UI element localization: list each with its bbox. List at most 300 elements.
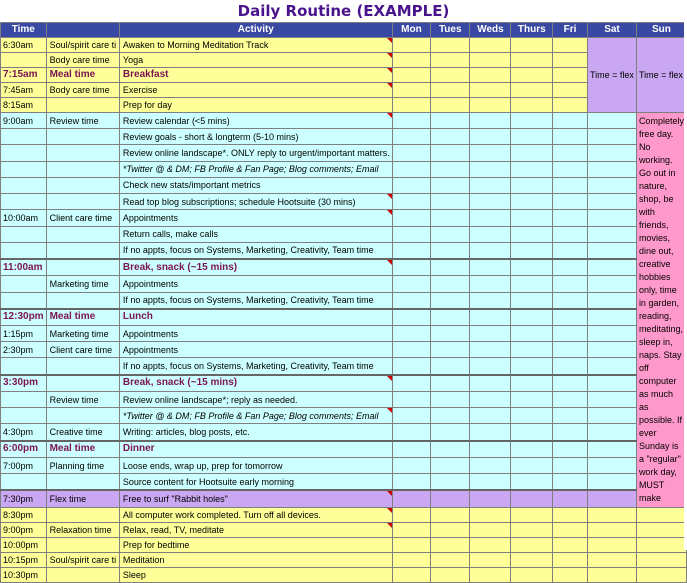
day-cell-sat[interactable] [588,538,637,553]
day-cell-sat[interactable] [588,309,637,326]
time-cell[interactable]: 10:15pm [1,553,47,568]
day-cell-tues[interactable] [431,113,470,129]
time-cell[interactable]: 4:30pm [1,424,47,441]
day-cell-thurs[interactable] [511,424,553,441]
day-cell-thurs[interactable] [511,457,553,473]
category-cell[interactable] [46,98,119,113]
category-cell[interactable]: Marketing time [46,276,119,292]
day-cell-thurs[interactable] [511,210,553,226]
time-cell[interactable] [1,194,47,210]
day-cell-mon[interactable] [392,129,430,145]
day-cell-sat[interactable] [588,441,637,458]
category-cell[interactable]: Marketing time [46,326,119,342]
day-cell-tues[interactable] [431,490,470,507]
category-cell[interactable] [46,292,119,309]
category-cell[interactable] [46,161,119,177]
day-cell-weds[interactable] [470,161,511,177]
day-cell-mon[interactable] [392,113,430,129]
day-cell-tues[interactable] [431,474,470,491]
day-cell-thurs[interactable] [511,68,553,83]
day-cell-thurs[interactable] [511,113,553,129]
day-cell-thurs[interactable] [511,474,553,491]
day-cell-mon[interactable] [392,242,430,259]
category-cell[interactable] [46,129,119,145]
day-cell-weds[interactable] [470,292,511,309]
day-cell-mon[interactable] [392,342,430,358]
day-cell-mon[interactable] [392,553,430,568]
sat-flex-cell[interactable]: Time = flex [588,38,637,113]
day-cell-weds[interactable] [470,326,511,342]
category-cell[interactable]: Meal time [46,441,119,458]
time-cell[interactable]: 3:30pm [1,375,47,392]
day-cell-mon[interactable] [392,210,430,226]
day-cell-fri[interactable] [553,375,588,392]
day-cell-sat[interactable] [588,358,637,375]
day-cell-sat[interactable] [588,276,637,292]
day-cell-tues[interactable] [431,194,470,210]
day-cell-mon[interactable] [392,457,430,473]
day-cell-sat[interactable] [588,508,637,523]
category-cell[interactable] [46,194,119,210]
time-cell[interactable] [1,392,47,408]
day-cell-sun[interactable] [636,538,686,553]
time-cell[interactable] [1,161,47,177]
day-cell-tues[interactable] [431,276,470,292]
category-cell[interactable] [46,242,119,259]
day-cell-weds[interactable] [470,113,511,129]
day-cell-mon[interactable] [392,408,430,424]
day-cell-tues[interactable] [431,508,470,523]
day-cell-tues[interactable] [431,129,470,145]
day-cell-mon[interactable] [392,276,430,292]
header-thurs[interactable]: Thurs [511,23,553,38]
day-cell-tues[interactable] [431,292,470,309]
activity-cell[interactable]: Appointments [119,342,392,358]
day-cell-sat[interactable] [588,292,637,309]
day-cell-weds[interactable] [470,98,511,113]
day-cell-weds[interactable] [470,145,511,161]
category-cell[interactable]: Relaxation time [46,523,119,538]
day-cell-tues[interactable] [431,523,470,538]
header-time[interactable]: Time [1,23,47,38]
day-cell-mon[interactable] [392,177,430,193]
day-cell-mon[interactable] [392,568,430,583]
day-cell-fri[interactable] [553,259,588,276]
time-cell[interactable]: 8:30pm [1,508,47,523]
day-cell-fri[interactable] [553,145,588,161]
activity-cell[interactable]: Return calls, make calls [119,226,392,242]
time-cell[interactable] [1,177,47,193]
day-cell-weds[interactable] [470,441,511,458]
category-cell[interactable] [46,538,119,553]
day-cell-mon[interactable] [392,326,430,342]
day-cell-mon[interactable] [392,38,430,53]
day-cell-sat[interactable] [588,242,637,259]
day-cell-thurs[interactable] [511,358,553,375]
day-cell-fri[interactable] [553,392,588,408]
time-cell[interactable]: 9:00pm [1,523,47,538]
day-cell-mon[interactable] [392,98,430,113]
header-tues[interactable]: Tues [431,23,470,38]
activity-cell[interactable]: Break, snack (~15 mins) [119,375,392,392]
day-cell-thurs[interactable] [511,194,553,210]
day-cell-fri[interactable] [553,276,588,292]
day-cell-tues[interactable] [431,342,470,358]
category-cell[interactable]: Review time [46,113,119,129]
day-cell-fri[interactable] [553,523,588,538]
day-cell-tues[interactable] [431,408,470,424]
day-cell-weds[interactable] [470,177,511,193]
category-cell[interactable]: Body care time [46,83,119,98]
category-cell[interactable]: Client care time [46,342,119,358]
category-cell[interactable] [46,568,119,583]
day-cell-fri[interactable] [553,161,588,177]
day-cell-weds[interactable] [470,508,511,523]
header-sun[interactable]: Sun [636,23,686,38]
time-cell[interactable]: 2:30pm [1,342,47,358]
day-cell-fri[interactable] [553,358,588,375]
day-cell-sat[interactable] [588,424,637,441]
day-cell-weds[interactable] [470,342,511,358]
activity-cell[interactable]: Prep for bedtime [119,538,392,553]
day-cell-sat[interactable] [588,408,637,424]
day-cell-tues[interactable] [431,457,470,473]
category-cell[interactable] [46,358,119,375]
day-cell-thurs[interactable] [511,441,553,458]
time-cell[interactable]: 6:00pm [1,441,47,458]
day-cell-fri[interactable] [553,129,588,145]
activity-cell[interactable]: Free to surf "Rabbit holes" [119,490,392,507]
activity-cell[interactable]: Yoga [119,53,392,68]
activity-cell[interactable]: Appointments [119,210,392,226]
day-cell-thurs[interactable] [511,292,553,309]
day-cell-thurs[interactable] [511,276,553,292]
time-cell[interactable]: 7:45am [1,83,47,98]
day-cell-fri[interactable] [553,553,588,568]
day-cell-sun[interactable] [636,553,686,568]
day-cell-tues[interactable] [431,226,470,242]
day-cell-fri[interactable] [553,194,588,210]
day-cell-fri[interactable] [553,538,588,553]
day-cell-thurs[interactable] [511,408,553,424]
day-cell-fri[interactable] [553,326,588,342]
day-cell-fri[interactable] [553,490,588,507]
category-cell[interactable]: Soul/spirit care ti [46,38,119,53]
time-cell[interactable] [1,292,47,309]
day-cell-tues[interactable] [431,358,470,375]
day-cell-mon[interactable] [392,53,430,68]
header-activity[interactable]: Activity [119,23,392,38]
day-cell-fri[interactable] [553,177,588,193]
time-cell[interactable] [1,276,47,292]
sun-flex-cell[interactable]: Time = flex [636,38,686,113]
day-cell-weds[interactable] [470,129,511,145]
time-cell[interactable]: 6:30am [1,38,47,53]
day-cell-tues[interactable] [431,424,470,441]
day-cell-fri[interactable] [553,568,588,583]
day-cell-thurs[interactable] [511,326,553,342]
activity-cell[interactable]: Break, snack (~15 mins) [119,259,392,276]
activity-cell[interactable]: Awaken to Morning Meditation Track [119,38,392,53]
category-cell[interactable]: Soul/spirit care ti [46,553,119,568]
day-cell-fri[interactable] [553,474,588,491]
day-cell-mon[interactable] [392,523,430,538]
day-cell-sat[interactable] [588,523,637,538]
day-cell-weds[interactable] [470,408,511,424]
day-cell-fri[interactable] [553,457,588,473]
day-cell-tues[interactable] [431,326,470,342]
day-cell-thurs[interactable] [511,490,553,507]
time-cell[interactable]: 8:15am [1,98,47,113]
activity-cell[interactable]: Exercise [119,83,392,98]
day-cell-weds[interactable] [470,375,511,392]
day-cell-mon[interactable] [392,259,430,276]
day-cell-weds[interactable] [470,276,511,292]
day-cell-tues[interactable] [431,259,470,276]
category-cell[interactable] [46,259,119,276]
category-cell[interactable]: Review time [46,392,119,408]
activity-cell[interactable]: Lunch [119,309,392,326]
day-cell-fri[interactable] [553,38,588,53]
header-category[interactable] [46,23,119,38]
category-cell[interactable] [46,226,119,242]
day-cell-thurs[interactable] [511,242,553,259]
activity-cell[interactable]: Read top blog subscriptions; schedule Hootsuite (30 mins) [119,194,392,210]
day-cell-thurs[interactable] [511,98,553,113]
activity-cell[interactable]: Sleep [119,568,392,583]
day-cell-fri[interactable] [553,226,588,242]
activity-cell[interactable]: If no appts, focus on Systems, Marketing, Creativity, Team time [119,242,392,259]
time-cell[interactable]: 7:00pm [1,457,47,473]
day-cell-sat[interactable] [588,342,637,358]
day-cell-thurs[interactable] [511,342,553,358]
day-cell-weds[interactable] [470,309,511,326]
day-cell-tues[interactable] [431,98,470,113]
category-cell[interactable]: Creative time [46,424,119,441]
day-cell-tues[interactable] [431,161,470,177]
day-cell-mon[interactable] [392,474,430,491]
day-cell-tues[interactable] [431,53,470,68]
day-cell-fri[interactable] [553,292,588,309]
day-cell-weds[interactable] [470,226,511,242]
day-cell-mon[interactable] [392,490,430,507]
day-cell-sat[interactable] [588,490,637,507]
day-cell-sat[interactable] [588,259,637,276]
time-cell[interactable]: 7:30pm [1,490,47,507]
day-cell-sat[interactable] [588,194,637,210]
day-cell-weds[interactable] [470,83,511,98]
day-cell-fri[interactable] [553,309,588,326]
day-cell-fri[interactable] [553,424,588,441]
activity-cell[interactable]: If no appts, focus on Systems, Marketing, Creativity, Team time [119,358,392,375]
activity-cell[interactable]: *Twitter @ & DM; FB Profile & Fan Page; Blog comments; Email [119,161,392,177]
day-cell-fri[interactable] [553,113,588,129]
activity-cell[interactable]: Review goals - short & longterm (5-10 mins) [119,129,392,145]
day-cell-weds[interactable] [470,392,511,408]
day-cell-thurs[interactable] [511,38,553,53]
day-cell-weds[interactable] [470,259,511,276]
day-cell-tues[interactable] [431,441,470,458]
time-cell[interactable] [1,408,47,424]
header-fri[interactable]: Fri [553,23,588,38]
category-cell[interactable] [46,177,119,193]
activity-cell[interactable]: Meditation [119,553,392,568]
day-cell-mon[interactable] [392,83,430,98]
activity-cell[interactable]: Review calendar (<5 mins) [119,113,392,129]
day-cell-tues[interactable] [431,375,470,392]
day-cell-weds[interactable] [470,553,511,568]
time-cell[interactable]: 10:00am [1,210,47,226]
day-cell-sat[interactable] [588,129,637,145]
header-weds[interactable]: Weds [470,23,511,38]
header-sat[interactable]: Sat [588,23,637,38]
day-cell-sat[interactable] [588,226,637,242]
day-cell-mon[interactable] [392,392,430,408]
category-cell[interactable]: Client care time [46,210,119,226]
day-cell-sat[interactable] [588,553,637,568]
activity-cell[interactable]: Dinner [119,441,392,458]
day-cell-thurs[interactable] [511,538,553,553]
day-cell-thurs[interactable] [511,226,553,242]
category-cell[interactable]: Planning time [46,457,119,473]
day-cell-weds[interactable] [470,490,511,507]
day-cell-thurs[interactable] [511,375,553,392]
day-cell-mon[interactable] [392,68,430,83]
time-cell[interactable] [1,242,47,259]
day-cell-sat[interactable] [588,457,637,473]
day-cell-sat[interactable] [588,113,637,129]
day-cell-sun[interactable] [636,523,686,538]
day-cell-fri[interactable] [553,98,588,113]
day-cell-tues[interactable] [431,568,470,583]
day-cell-thurs[interactable] [511,145,553,161]
time-cell[interactable] [1,358,47,375]
day-cell-thurs[interactable] [511,83,553,98]
time-cell[interactable]: 10:30pm [1,568,47,583]
day-cell-weds[interactable] [470,358,511,375]
day-cell-sat[interactable] [588,568,637,583]
day-cell-sun[interactable] [636,568,686,583]
activity-cell[interactable]: Prep for day [119,98,392,113]
day-cell-sat[interactable] [588,375,637,392]
category-cell[interactable] [46,145,119,161]
day-cell-mon[interactable] [392,424,430,441]
day-cell-weds[interactable] [470,68,511,83]
day-cell-sat[interactable] [588,161,637,177]
day-cell-tues[interactable] [431,392,470,408]
category-cell[interactable]: Flex time [46,490,119,507]
activity-cell[interactable]: Relax, read, TV, meditate [119,523,392,538]
day-cell-fri[interactable] [553,68,588,83]
time-cell[interactable]: 10:00pm [1,538,47,553]
day-cell-thurs[interactable] [511,177,553,193]
day-cell-weds[interactable] [470,474,511,491]
activity-cell[interactable]: Check new stats/important metrics [119,177,392,193]
day-cell-mon[interactable] [392,161,430,177]
time-cell[interactable]: 7:15am [1,68,47,83]
activity-cell[interactable]: All computer work completed. Turn off all devices. [119,508,392,523]
time-cell[interactable] [1,53,47,68]
day-cell-tues[interactable] [431,242,470,259]
day-cell-tues[interactable] [431,83,470,98]
activity-cell[interactable]: Loose ends, wrap up, prep for tomorrow [119,457,392,473]
time-cell[interactable] [1,145,47,161]
day-cell-sat[interactable] [588,474,637,491]
day-cell-fri[interactable] [553,342,588,358]
day-cell-weds[interactable] [470,53,511,68]
day-cell-weds[interactable] [470,242,511,259]
day-cell-weds[interactable] [470,457,511,473]
day-cell-sat[interactable] [588,326,637,342]
activity-cell[interactable]: *Twitter @ & DM; FB Profile & Fan Page; Blog comments; Email [119,408,392,424]
day-cell-tues[interactable] [431,210,470,226]
category-cell[interactable] [46,474,119,491]
day-cell-mon[interactable] [392,145,430,161]
day-cell-thurs[interactable] [511,568,553,583]
sunday-note[interactable]: Completely free day. No working. Go out in nature, shop, be with friends, movies, dine out, creative hobbies only, time in garden, reading, meditating, sleep in, naps. Stay off computer as much as possible. If ever Sunday is a "regular" work day, MUST make [636,113,686,508]
day-cell-tues[interactable] [431,145,470,161]
time-cell[interactable]: 1:15pm [1,326,47,342]
day-cell-weds[interactable] [470,38,511,53]
activity-cell[interactable]: Review online landscape*; reply as needed. [119,392,392,408]
day-cell-thurs[interactable] [511,129,553,145]
day-cell-weds[interactable] [470,424,511,441]
day-cell-fri[interactable] [553,83,588,98]
time-cell[interactable]: 9:00am [1,113,47,129]
day-cell-sat[interactable] [588,145,637,161]
day-cell-thurs[interactable] [511,259,553,276]
day-cell-mon[interactable] [392,508,430,523]
day-cell-weds[interactable] [470,194,511,210]
day-cell-weds[interactable] [470,538,511,553]
day-cell-mon[interactable] [392,441,430,458]
activity-cell[interactable]: Appointments [119,326,392,342]
header-mon[interactable]: Mon [392,23,430,38]
day-cell-sat[interactable] [588,177,637,193]
category-cell[interactable]: Body care time [46,53,119,68]
day-cell-thurs[interactable] [511,392,553,408]
time-cell[interactable] [1,226,47,242]
day-cell-sat[interactable] [588,210,637,226]
day-cell-mon[interactable] [392,358,430,375]
day-cell-tues[interactable] [431,177,470,193]
activity-cell[interactable]: Writing: articles, blog posts, etc. [119,424,392,441]
day-cell-sun[interactable] [636,508,686,523]
activity-cell[interactable]: Breakfast [119,68,392,83]
day-cell-mon[interactable] [392,375,430,392]
day-cell-tues[interactable] [431,68,470,83]
day-cell-fri[interactable] [553,53,588,68]
activity-cell[interactable]: If no appts, focus on Systems, Marketing, Creativity, Team time [119,292,392,309]
activity-cell[interactable]: Appointments [119,276,392,292]
day-cell-tues[interactable] [431,309,470,326]
day-cell-thurs[interactable] [511,53,553,68]
day-cell-mon[interactable] [392,538,430,553]
time-cell[interactable]: 11:00am [1,259,47,276]
day-cell-thurs[interactable] [511,523,553,538]
day-cell-weds[interactable] [470,210,511,226]
day-cell-weds[interactable] [470,523,511,538]
category-cell[interactable] [46,375,119,392]
day-cell-thurs[interactable] [511,161,553,177]
day-cell-fri[interactable] [553,210,588,226]
day-cell-fri[interactable] [553,508,588,523]
day-cell-tues[interactable] [431,38,470,53]
category-cell[interactable]: Meal time [46,68,119,83]
category-cell[interactable]: Meal time [46,309,119,326]
time-cell[interactable] [1,129,47,145]
day-cell-thurs[interactable] [511,553,553,568]
